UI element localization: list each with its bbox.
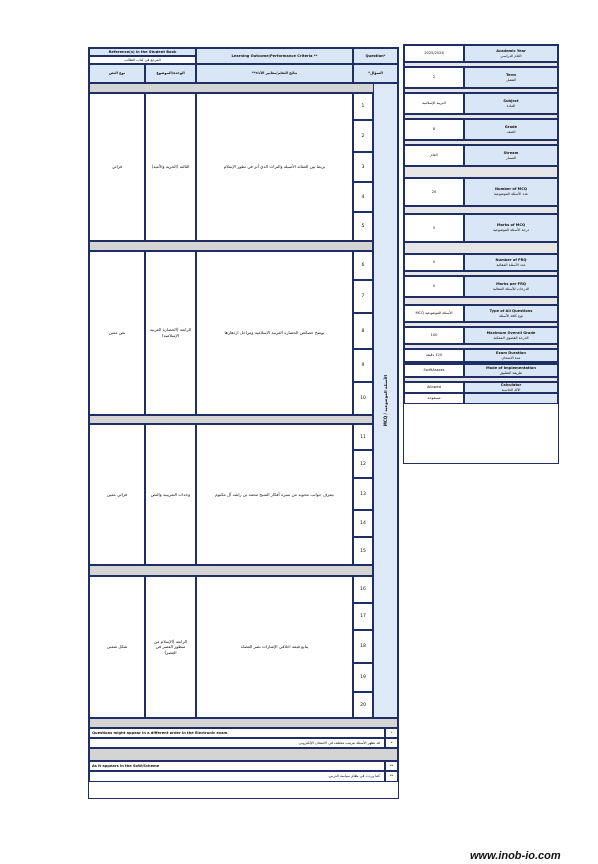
info-separator xyxy=(404,206,558,214)
info-label-en: Marks per FRQ xyxy=(496,281,526,286)
info-value: التربية الإسلامية xyxy=(404,93,464,114)
note-2-mark: ** xyxy=(385,761,398,771)
separator-2 xyxy=(89,415,373,424)
note-2-mark-2: ** xyxy=(385,771,398,782)
separator-notes xyxy=(89,748,398,761)
info-value: 20 xyxy=(404,178,464,206)
mcq-column xyxy=(373,83,398,718)
info-label-ar: عدد الأسئلة الموضوعية xyxy=(493,192,529,196)
info-label xyxy=(464,145,558,166)
info-value: 0 xyxy=(404,276,464,297)
info-label xyxy=(464,327,558,344)
question-number: 14 xyxy=(353,510,373,537)
info-label xyxy=(464,254,558,271)
info-value: الأسئلة الموضوعية MCQ xyxy=(404,305,464,322)
question-number: 17 xyxy=(353,603,373,630)
info-label-en: Type of All Questions xyxy=(489,308,533,313)
info-label xyxy=(464,393,558,404)
info-value: مسموحة xyxy=(404,393,464,404)
info-label-ar: الصف xyxy=(506,129,516,134)
info-label xyxy=(464,214,558,242)
header-q-en: Question* xyxy=(353,48,398,64)
header-lo-en: Learning Outcome/Performance Criteria ** xyxy=(196,48,353,64)
note-1-en: Questions might appear in a different order in the Electronic exam. xyxy=(89,728,385,738)
info-label-en: Subject xyxy=(503,98,519,103)
question-number: 5 xyxy=(353,212,373,241)
info-label-ar: المسار xyxy=(505,155,517,160)
separator-top xyxy=(89,83,398,93)
info-label xyxy=(464,45,558,62)
info-value: SwiftAssess xyxy=(404,364,464,377)
block-1-topic: الثالثة (الحرية والأمية) xyxy=(145,93,196,241)
block-1-outcome: يربط بين العقائد الأصيلة والتراث الذي أثر في تطور الإسلام xyxy=(196,93,353,241)
block-4-topic: الرابعة (الإسلام من منظور العصر في العصر) xyxy=(145,576,196,718)
question-number: 7 xyxy=(353,280,373,313)
info-label-en: Marks of MCQ xyxy=(496,223,526,227)
info-label-ar: المادة xyxy=(506,103,516,108)
block-3-topic: وحدات التعريبية والنص xyxy=(145,424,196,565)
block-2-outcome: يوضح خصائص الحضارة العربية الإسلامية ومراحل ازدهارها xyxy=(196,251,353,415)
info-label-ar: الآلة الحاسبة xyxy=(501,387,521,392)
info-label-ar: الفصل xyxy=(506,77,516,82)
info-label-en: Academic Year xyxy=(496,48,526,53)
info-label-en: Mode of Implementation xyxy=(486,365,536,370)
separator-3 xyxy=(89,565,373,576)
info-label-ar: عدد الأسئلة المقالية xyxy=(496,262,526,267)
info-label-ar: مدة الامتحان xyxy=(501,355,521,360)
block-4-outcome: يتابع قيمة اخلاقي الإشارات نصر العصاة xyxy=(196,576,353,718)
info-label-en: Term xyxy=(506,72,516,77)
info-label xyxy=(464,178,558,206)
note-1-ar: قد تظهر الأسئلة بترتيب مختلف في الامتحان الإلكتروني. xyxy=(89,738,385,748)
block-3-type: قرائي معين xyxy=(89,424,145,565)
question-number: 15 xyxy=(353,537,373,565)
block-1-type: قرائي xyxy=(89,93,145,241)
info-label-ar: نوع كافة الأسئلة xyxy=(499,313,523,318)
header-q-ar: السؤال* xyxy=(353,64,398,83)
info-value: 120 دقيقة xyxy=(404,349,464,362)
block-4-type: شكل شعبي xyxy=(89,576,145,718)
info-separator xyxy=(404,297,558,305)
question-number: 10 xyxy=(353,382,373,415)
question-number: 13 xyxy=(353,478,373,510)
info-label-en: Number of MCQ xyxy=(495,187,527,191)
info-value: 8 xyxy=(404,119,464,140)
block-3-outcome: يتعرف جوانب محوية من سيرة أفكار الشيخ محمد بن راشد آل مكتوم xyxy=(196,424,353,565)
header-lo-ar: نتائج التعلم/معايير الأداء** xyxy=(196,64,353,83)
info-value: 2 xyxy=(404,67,464,88)
question-number: 18 xyxy=(353,630,373,663)
info-label-ar: طريقة التطبيق xyxy=(499,370,523,375)
info-value: Allowed xyxy=(404,382,464,393)
info-label xyxy=(464,382,558,393)
info-label-en: Number of FRQ xyxy=(495,257,527,262)
info-label-en: Exam Duration xyxy=(496,350,526,355)
question-number: 1 xyxy=(353,93,373,120)
info-label xyxy=(464,305,558,322)
block-2-type: نص معين xyxy=(89,251,145,415)
separator-bottom xyxy=(89,718,398,728)
info-value: العام xyxy=(404,145,464,166)
info-label xyxy=(464,364,558,377)
info-label-en: Grade xyxy=(504,124,518,129)
question-number: 12 xyxy=(353,450,373,478)
question-number: 11 xyxy=(353,424,373,450)
mcq-label: MCQ / الأسئلة الموضوعية xyxy=(383,374,388,427)
question-number: 4 xyxy=(353,182,373,212)
question-number: 9 xyxy=(353,349,373,382)
info-label xyxy=(464,276,558,297)
info-value: 0 xyxy=(404,254,464,271)
info-value: 5 xyxy=(404,214,464,242)
question-number: 16 xyxy=(353,576,373,603)
info-separator xyxy=(404,166,558,178)
info-label-ar: درجة الأسئلة الموضوعية xyxy=(492,228,530,232)
info-label xyxy=(464,119,558,140)
info-label-en: Calculator xyxy=(500,382,522,387)
info-label xyxy=(464,349,558,362)
footer-site: www.inob-io.com xyxy=(470,850,561,862)
separator-1 xyxy=(89,241,373,251)
question-number: 19 xyxy=(353,663,373,692)
info-label xyxy=(464,93,558,114)
info-value: 100 xyxy=(404,327,464,344)
note-1-mark-2: * xyxy=(385,738,398,748)
left-spec-table xyxy=(88,47,399,799)
info-label-en: Stream xyxy=(503,150,519,155)
question-number: 6 xyxy=(353,251,373,280)
right-info-table xyxy=(403,44,559,464)
header-topic-ar: الوحدة/الموضوع xyxy=(145,64,196,83)
info-label-ar: الدرجة القصوى الممكنة xyxy=(493,335,529,340)
note-1-mark: * xyxy=(385,728,398,738)
info-label-ar: الدرجات للأسئلة المقالية xyxy=(492,286,530,291)
block-2-topic: الرابعة (الحضارة العربية الإسلامية) xyxy=(145,251,196,415)
header-type-ar: نوع النص xyxy=(89,64,145,83)
note-2-ar: كما وردت في نظام سياسة الدرس. xyxy=(89,771,385,782)
info-label-ar: العام الدراسي xyxy=(500,53,522,58)
question-number: 20 xyxy=(353,692,373,718)
info-separator xyxy=(404,242,558,254)
question-number: 8 xyxy=(353,313,373,349)
question-number: 3 xyxy=(353,152,373,182)
info-value: 2025/2026 xyxy=(404,45,464,62)
info-label-en: Maximum Overall Grade xyxy=(486,330,536,335)
info-label xyxy=(464,67,558,88)
note-2-en: As it appears in the SoW/Scheme xyxy=(89,761,385,771)
question-number: 2 xyxy=(353,120,373,152)
header-ref-ar: المرجع في كتاب الطالب xyxy=(89,56,196,64)
header-ref-en: Reference(s) in the Student Book xyxy=(89,48,196,56)
